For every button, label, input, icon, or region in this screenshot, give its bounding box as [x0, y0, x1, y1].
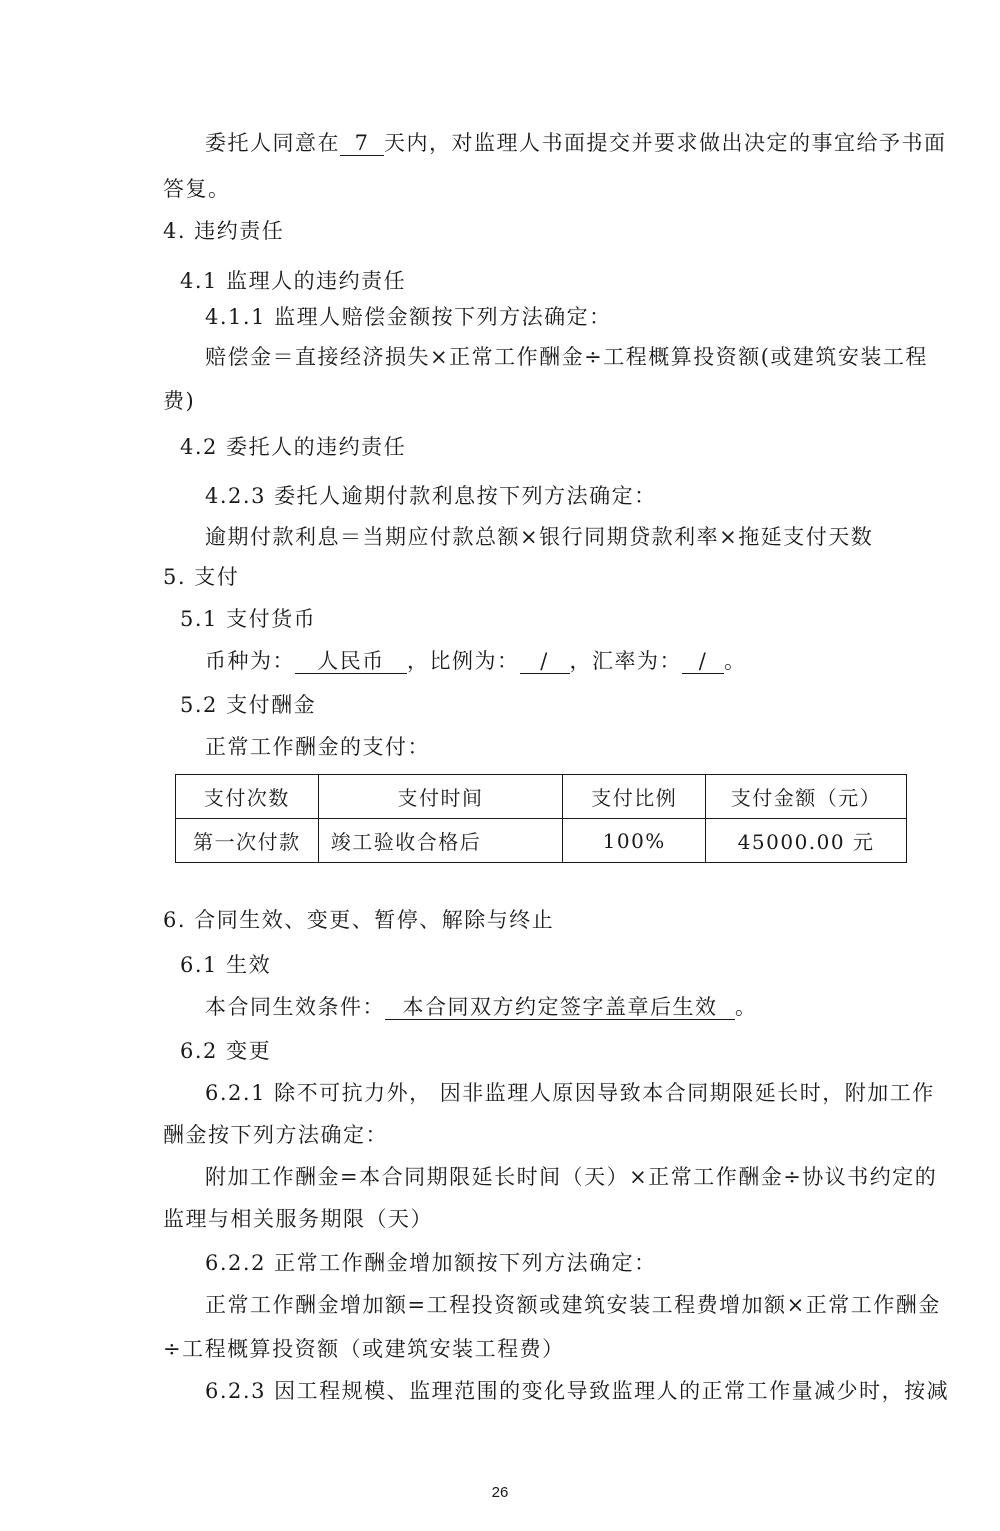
clause-6-2-3: 6.2.3 因工程规模、监理范围的变化导致监理人的正常工作量减少时，按减	[205, 1379, 950, 1403]
subsection-4-2: 4.2 委托人的违约责任	[180, 435, 407, 459]
table-header-cell: 支付时间	[318, 775, 563, 819]
paragraph-reply-days	[205, 128, 947, 158]
text: 委托人同意在	[205, 131, 340, 155]
rate-label: ，汇率为：	[569, 649, 682, 673]
text: 天内，对监理人书面提交并要求做出决定的事宜给予书面	[384, 131, 947, 155]
formula-interest: 逾期付款利息＝当期应付款总额×银行同期贷款利率×拖延支付天数	[205, 525, 874, 549]
clause-6-2-2: 6.2.2 正常工作酬金增加额按下列方法确定：	[205, 1251, 657, 1275]
section-heading-4: 4. 违约责任	[163, 219, 285, 243]
table-cell: 100%	[563, 819, 706, 863]
ratio-label: ，比例为：	[407, 649, 520, 673]
subsection-6-1: 6.1 生效	[180, 953, 272, 977]
subsection-6-2: 6.2 变更	[180, 1039, 272, 1063]
text: 。	[724, 649, 747, 673]
payment-table	[175, 774, 907, 863]
table-header-cell: 支付比例	[563, 775, 706, 819]
table-header-cell: 支付次数	[176, 775, 319, 819]
subsection-5-2: 5.2 支付酬金	[180, 693, 317, 717]
table-header-row	[176, 775, 907, 819]
page-number: 26	[491, 1484, 509, 1501]
formula-increase-line2: ÷工程概算投资额（或建筑安装工程费）	[163, 1337, 565, 1361]
formula-additional-line2: 监理与相关服务期限（天）	[163, 1207, 433, 1231]
clause-6-2-1-line2: 酬金按下列方法确定：	[163, 1123, 388, 1147]
clause-4-1-1: 4.1.1 监理人赔偿金额按下列方法确定：	[205, 305, 612, 329]
table-cell: 45000.00 元	[706, 819, 907, 863]
currency-line	[205, 646, 747, 676]
formula-increase-line1: 正常工作酬金增加额=工程投资额或建筑安装工程费增加额×正常工作酬金	[205, 1293, 941, 1317]
section-heading-6: 6. 合同生效、变更、暂停、解除与终止	[163, 908, 555, 932]
clause-4-2-3: 4.2.3 委托人逾期付款利息按下列方法确定：	[205, 484, 657, 508]
condition-value: 本合同双方约定签字盖章后生效	[385, 995, 735, 1020]
subsection-4-1: 4.1 监理人的违约责任	[180, 269, 407, 293]
formula-compensation-line2: 费)	[163, 389, 196, 413]
table-cell: 第一次付款	[176, 819, 319, 863]
text: 。	[735, 995, 758, 1019]
ratio-value: /	[520, 649, 570, 674]
normal-payment-label: 正常工作酬金的支付：	[205, 735, 430, 759]
table-header-cell: 支付金额（元）	[706, 775, 907, 819]
table-row	[176, 819, 907, 863]
rate-value: /	[682, 649, 724, 674]
section-heading-5: 5. 支付	[163, 565, 240, 589]
effective-condition-line	[205, 992, 758, 1022]
currency-value: 人民币	[295, 649, 407, 674]
paragraph-continuation: 答复。	[163, 177, 231, 201]
condition-label: 本合同生效条件：	[205, 995, 385, 1019]
currency-label: 币种为：	[205, 649, 295, 673]
formula-additional-line1: 附加工作酬金=本合同期限延长时间（天）×正常工作酬金÷协议书约定的	[205, 1165, 938, 1189]
clause-6-2-1-line1: 6.2.1 除不可抗力外， 因非监理人原因导致本合同期限延长时，附加工作	[205, 1081, 935, 1105]
formula-compensation-line1: 赔偿金＝直接经济损失×正常工作酬金÷工程概算投资额(或建筑安装工程	[205, 345, 928, 369]
subsection-5-1: 5.1 支付货币	[180, 607, 317, 631]
underlined-days: 7	[340, 131, 384, 156]
table-cell: 竣工验收合格后	[318, 819, 563, 863]
